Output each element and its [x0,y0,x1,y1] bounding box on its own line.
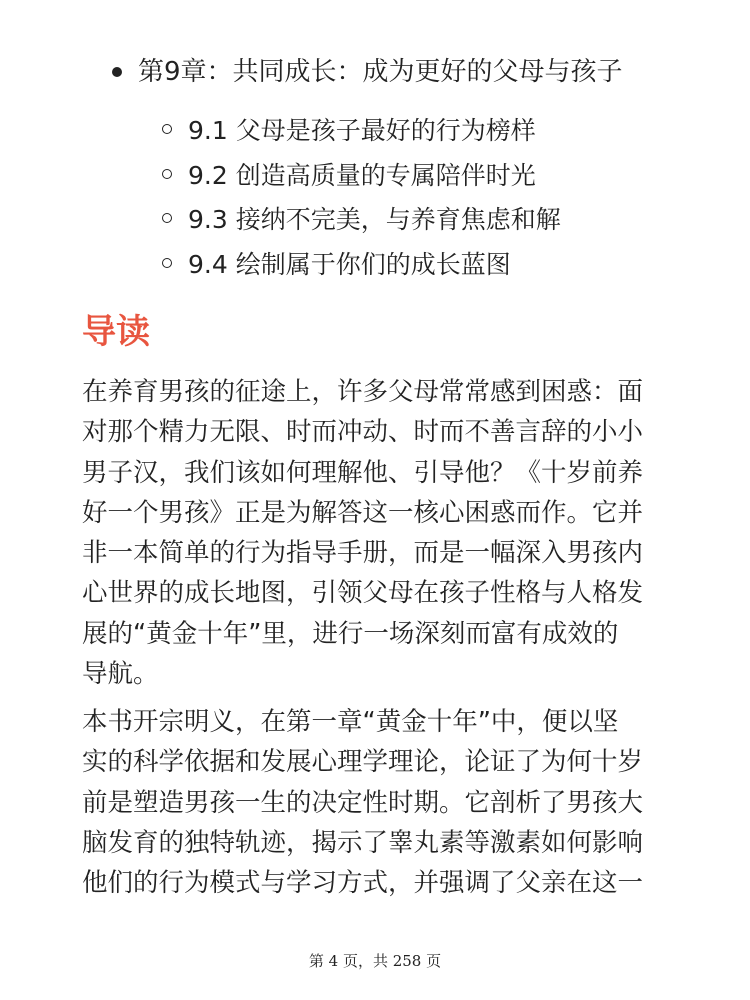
toc-section-title: 9.2 创造高质量的专属陪伴时光 [188,160,536,190]
bullet-circle-icon [162,124,172,134]
toc-section-item [162,152,561,197]
text-line: 展的“黄金十年”里，进行一场深刻而富有成效的 [82,618,619,649]
text-line: 心世界的成长地图，引领父母在孩子性格与人格发 [82,578,644,609]
toc-section-list [162,107,561,285]
intro-paragraph-2 [82,702,643,903]
section-heading: 导读 [82,312,150,352]
toc-section-title: 9.3 接纳不完美，与养育焦虑和解 [188,205,561,235]
text-line: 对那个精力无限、时而冲动、时而不善言辞的小小 [82,417,644,448]
intro-paragraph-1 [82,372,643,694]
text-line: 好一个男孩》正是为解答这一核心困惑而作。它并 [82,497,644,528]
text-line: 脑发育的独特轨迹，揭示了睾丸素等激素如何影响 [82,827,644,858]
toc-section-item [162,107,561,152]
text-line: 在养育男孩的征途上，许多父母常常感到困惑：面 [82,377,644,407]
bullet-circle-icon [162,213,172,223]
page-footer: 第 4 页，共 258 页 [308,952,442,970]
bullet-circle-icon [162,169,172,179]
toc-section-title: 9.1 父母是孩子最好的行为榜样 [188,116,536,146]
toc-section-item [162,241,561,286]
bullet-disc-icon [112,67,122,77]
toc-chapter-item [112,52,623,92]
toc-chapter-title: 第9章：共同成长：成为更好的父母与孩子 [138,57,623,87]
toc-section-title: 9.4 绘制属于你们的成长蓝图 [188,249,511,279]
text-line: 他们的行为模式与学习方式，并强调了父亲在这一 [82,868,644,899]
text-line: 前是塑造男孩一生的决定性时期。它剖析了男孩大 [82,787,644,818]
text-line: 男子汉，我们该如何理解他、引导他？《十岁前养 [82,457,644,488]
text-line: 本书开宗明义，在第一章“黄金十年”中，便以坚 [82,707,619,737]
bullet-circle-icon [162,258,172,268]
text-line: 实的科学依据和发展心理学理论，论证了为何十岁 [82,747,644,778]
toc-section-item [162,196,561,241]
text-line: 非一本简单的行为指导手册，而是一幅深入男孩内 [82,538,644,569]
text-line: 导航。 [82,659,159,690]
